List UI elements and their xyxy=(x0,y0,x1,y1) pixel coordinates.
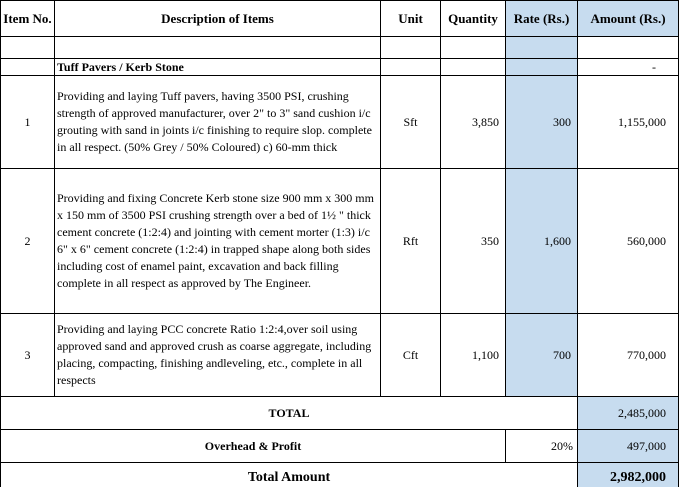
grand-total-label: Total Amount xyxy=(1,463,578,487)
table-row xyxy=(1,314,679,397)
total-amount: 2,485,000 xyxy=(578,397,679,430)
overhead-label: Overhead & Profit xyxy=(1,430,506,463)
total-label: TOTAL xyxy=(1,397,578,430)
header-row xyxy=(1,1,679,37)
spacer-cell-quantity xyxy=(441,37,506,59)
header-amount: Amount (Rs.) xyxy=(578,1,679,37)
item-unit: Cft xyxy=(381,314,441,397)
total-row xyxy=(1,397,679,430)
item-amount: 560,000 xyxy=(578,169,679,314)
item-quantity: 3,850 xyxy=(441,76,506,169)
header-quantity: Quantity xyxy=(441,1,506,37)
item-unit: Rft xyxy=(381,169,441,314)
section-row xyxy=(1,59,679,76)
header-description: Description of Items xyxy=(55,1,381,37)
item-number: 1 xyxy=(1,76,55,169)
header-item-no: Item No. xyxy=(1,1,55,37)
item-number: 3 xyxy=(1,314,55,397)
grand-total-row xyxy=(1,463,679,487)
spacer-cell-unit xyxy=(381,37,441,59)
header-unit: Unit xyxy=(381,1,441,37)
spacer-row xyxy=(1,37,679,59)
item-rate: 300 xyxy=(506,76,578,169)
overhead-amount: 497,000 xyxy=(578,430,679,463)
header-rate: Rate (Rs.) xyxy=(506,1,578,37)
section-cell-item xyxy=(1,59,55,76)
item-rate: 1,600 xyxy=(506,169,578,314)
item-description: Providing and laying Tuff pavers, having 3500 PSI, crushing strength of approved manufacturer, over 2" to 3" sand cushion i/c grouting with sand in joints i/c finishing to require slop. complete in all respect. (50% Grey / 50% Coloured) c) 60-mm thick xyxy=(55,76,381,169)
item-quantity: 350 xyxy=(441,169,506,314)
item-number: 2 xyxy=(1,169,55,314)
item-quantity: 1,100 xyxy=(441,314,506,397)
grand-total-amount: 2,982,000 xyxy=(578,463,679,487)
item-description: Providing and fixing Concrete Kerb stone size 900 mm x 300 mm x 150 mm of 3500 PSI crushing strength over a bed of 1½ " thick cement concrete (1:2:4) and jointing with cement morter (1:3) i/c 6" x 6" cement concrete (1:2:4) in trapped shape along both sides including cost of enamel paint, excavation and back filling complete in all respect as approved by The Engineer. xyxy=(55,169,381,314)
section-title: Tuff Pavers / Kerb Stone xyxy=(55,59,381,76)
overhead-percent: 20% xyxy=(506,430,578,463)
table-row xyxy=(1,76,679,169)
overhead-row xyxy=(1,430,679,463)
item-rate: 700 xyxy=(506,314,578,397)
section-amount: - xyxy=(578,59,679,76)
item-unit: Sft xyxy=(381,76,441,169)
item-amount: 770,000 xyxy=(578,314,679,397)
item-amount: 1,155,000 xyxy=(578,76,679,169)
spacer-cell-amount xyxy=(578,37,679,59)
spacer-cell-description xyxy=(55,37,381,59)
spacer-cell-item xyxy=(1,37,55,59)
spacer-cell-rate xyxy=(506,37,578,59)
item-description: Providing and laying PCC concrete Ratio 1:2:4,over soil using approved sand and approved crush as coarse aggregate, including placing, compacting, finishing andleveling, etc., complete in all respects xyxy=(55,314,381,397)
table-row xyxy=(1,169,679,314)
